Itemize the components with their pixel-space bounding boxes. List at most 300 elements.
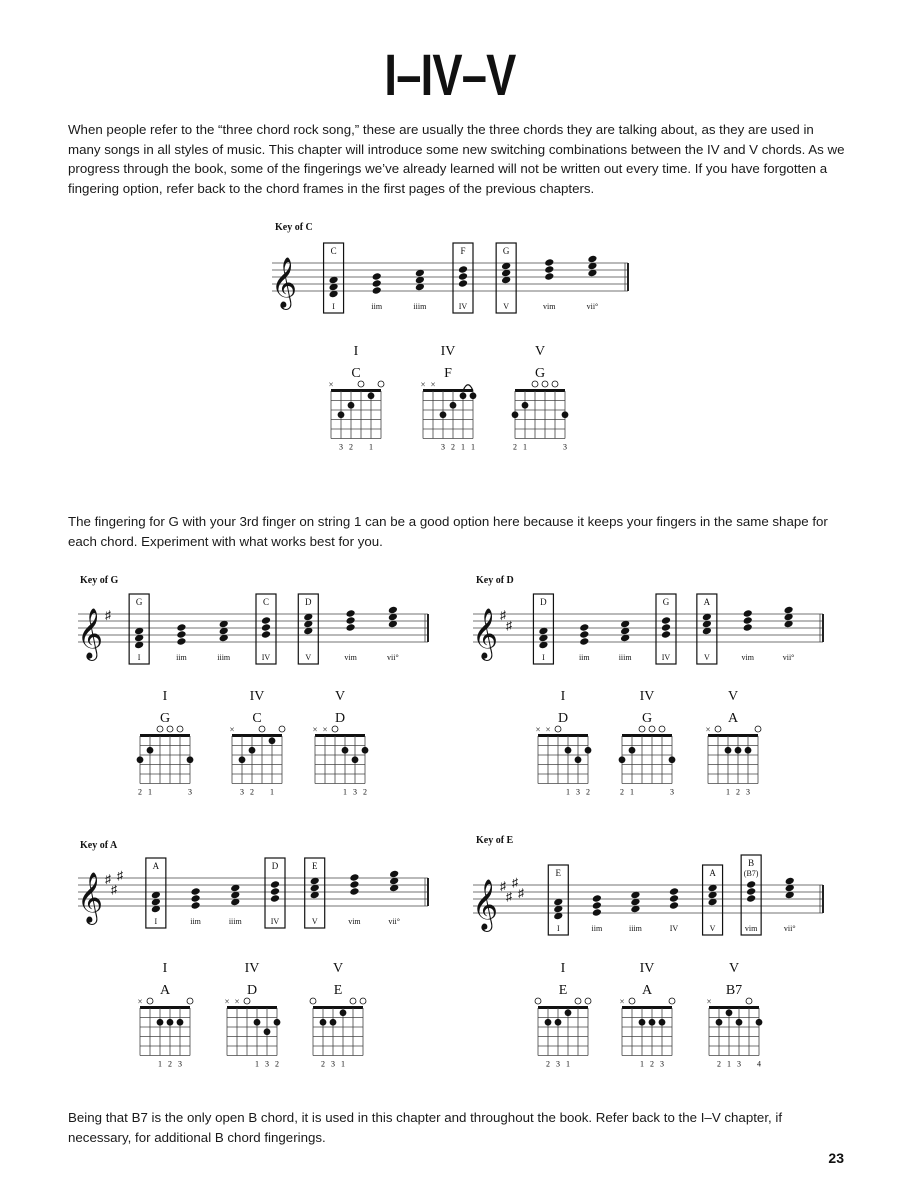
chord-diagram-G [512, 344, 569, 452]
key-e-example [472, 835, 823, 1069]
chord-name: G [641, 711, 653, 726]
chord-name: D [334, 711, 346, 726]
finger-dot [147, 747, 154, 754]
finger-dot [137, 756, 144, 763]
finger-dot [254, 1019, 261, 1026]
note-head [176, 623, 186, 632]
note-head [544, 258, 554, 267]
finger-number: 3 [178, 1059, 182, 1069]
chord-function: V [334, 689, 346, 704]
note-head [746, 894, 756, 903]
finger-number: 3 [746, 787, 750, 797]
finger-dot [177, 1019, 184, 1026]
note-head [579, 623, 589, 632]
chord-box-name: E [311, 861, 318, 871]
finger-number: 1 [640, 1059, 644, 1069]
muted-string-icon: × [420, 379, 426, 390]
note-head [191, 901, 201, 910]
open-string-icon [532, 381, 538, 387]
finger-number: 1 [566, 1059, 570, 1069]
note-head [372, 286, 382, 295]
finger-number: 3 [265, 1059, 269, 1069]
open-string-icon [167, 726, 173, 732]
finger-number: 3 [188, 787, 192, 797]
chord-name: F [444, 366, 452, 381]
finger-number: 3 [670, 787, 674, 797]
chord-nut [232, 734, 282, 737]
open-string-icon [177, 726, 183, 732]
key-label: Key of A [80, 840, 118, 851]
note-head [743, 623, 753, 632]
open-string-icon [244, 998, 250, 1004]
finger-dot [239, 756, 246, 763]
roman-numeral: IV [261, 653, 271, 662]
chord-function: V [727, 689, 739, 704]
open-string-icon [555, 726, 561, 732]
chord-nut [709, 1006, 759, 1009]
open-string-icon [535, 998, 541, 1004]
chord-diagram-E [310, 961, 366, 1069]
chord-box-name: E [555, 868, 562, 878]
finger-number: 2 [650, 1059, 654, 1069]
finger-dot [736, 1019, 743, 1026]
sharp-icon: ♯ [512, 875, 518, 890]
open-string-icon [259, 726, 265, 732]
chord-nut [313, 1006, 363, 1009]
chord-box-name: G [135, 597, 143, 607]
sharp-icon: ♯ [105, 872, 111, 886]
open-string-icon [746, 998, 752, 1004]
finger-dot [352, 756, 359, 763]
note-head [458, 265, 468, 274]
finger-number: 1 [158, 1059, 162, 1069]
open-string-icon [378, 381, 384, 387]
chord-function: I [560, 689, 566, 704]
key-d-example [472, 575, 823, 797]
muted-string-icon: × [229, 724, 235, 735]
chord-name: A [641, 983, 653, 998]
intro-paragraph: When people refer to the “three chord rock song,” these are usually the three chords they are talking about, as they are used in many songs in all styles of music. This chapter will introduce some new switching combinations between the IV and V chords. As we progress through the book, some of the fingerings we’ve already learned will not be written out every time. If you have forgotten a fingering option, refer back to the chord frames in the first pages of the previous chapters. [68, 122, 845, 196]
key-g-example [77, 575, 428, 797]
treble-clef-icon: 𝄞 [471, 880, 499, 929]
finger-dot [555, 1019, 562, 1026]
roman-numeral: V [703, 653, 710, 662]
chord-box-name: B [748, 858, 755, 868]
treble-clef-icon: 𝄞 [76, 609, 104, 658]
note-head [458, 279, 468, 288]
chord-name: C [351, 366, 361, 381]
chord-diagram-F [420, 344, 476, 452]
finger-number: 1 [523, 442, 527, 452]
sharp-icon: ♯ [500, 608, 506, 622]
finger-dot [649, 1019, 656, 1026]
open-string-icon [358, 381, 364, 387]
chord-diagram-A [137, 961, 193, 1069]
note-head [592, 908, 602, 917]
roman-numeral: IV [270, 917, 280, 926]
roman-numeral: iim [371, 302, 383, 311]
finger-number: 2 [321, 1059, 325, 1069]
chord-name: D [246, 983, 258, 998]
finger-number: 2 [138, 787, 142, 797]
finger-dot [639, 1019, 646, 1026]
finger-dot [735, 747, 742, 754]
finger-dot [338, 411, 345, 418]
chord-function: I [162, 961, 168, 976]
note-head [270, 894, 280, 903]
note-head [346, 616, 356, 625]
finger-number: 2 [451, 442, 455, 452]
roman-numeral: I [556, 924, 560, 933]
finger-dot [340, 1009, 347, 1016]
finger-number: 2 [513, 442, 517, 452]
footer-paragraph: Being that B7 is the only open B chord, it is used in this chapter and throughout the book. Refer back to the I–V chapter, if necessary, for additional B chord fingerings. [68, 1110, 783, 1145]
roman-numeral: iiim [217, 653, 231, 662]
finger-dot [460, 392, 467, 399]
finger-number: 1 [727, 1059, 731, 1069]
treble-clef-icon: 𝄞 [270, 258, 298, 307]
chord-diagram-C [328, 344, 384, 452]
note-head [746, 887, 756, 896]
finger-dot [545, 1019, 552, 1026]
finger-number: 2 [349, 442, 353, 452]
chord-function: V [728, 961, 740, 976]
finger-number: 3 [563, 442, 567, 452]
chord-box-name: G [502, 246, 510, 256]
note-head [458, 272, 468, 281]
note-head [261, 630, 271, 639]
chord-box-name: F [460, 246, 466, 256]
finger-number: 1 [369, 442, 373, 452]
note-head [349, 880, 359, 889]
chord-function: I [162, 689, 168, 704]
open-string-icon [659, 726, 665, 732]
note-head [784, 606, 794, 615]
muted-string-icon: × [619, 996, 625, 1007]
note-head [261, 623, 271, 632]
open-string-icon [350, 998, 356, 1004]
sharp-icon: ♯ [111, 882, 117, 897]
note-head [661, 630, 671, 639]
note-head [372, 279, 382, 288]
finger-dot [745, 747, 752, 754]
note-head [388, 606, 398, 615]
finger-dot [362, 747, 369, 754]
roman-numeral: iiim [228, 917, 242, 926]
note-head [592, 901, 602, 910]
finger-dot [274, 1019, 281, 1026]
treble-clef-icon: 𝄞 [76, 873, 104, 922]
note-head [176, 637, 186, 646]
finger-number: 3 [339, 442, 343, 452]
chord-nut [622, 1006, 672, 1009]
chord-diagram-C [229, 689, 285, 797]
chord-diagram-E [535, 961, 591, 1069]
finger-number: 2 [586, 787, 590, 797]
key-label: Key of C [275, 222, 313, 233]
note-head [579, 637, 589, 646]
note-head [544, 265, 554, 274]
open-string-icon [310, 998, 316, 1004]
chord-name: G [159, 711, 171, 726]
chord-function: V [534, 344, 546, 359]
key-c-example [271, 222, 628, 452]
chord-function: IV [244, 961, 260, 976]
chord-function: I [353, 344, 359, 359]
finger-dot [575, 756, 582, 763]
chord-box-name: G [662, 597, 670, 607]
open-string-icon [157, 726, 163, 732]
muted-string-icon: × [705, 724, 711, 735]
sharp-icon: ♯ [500, 879, 506, 893]
finger-dot [512, 411, 519, 418]
chord-function: V [332, 961, 344, 976]
note-head [349, 887, 359, 896]
roman-numeral: iiim [413, 302, 427, 311]
roman-numeral: IV [661, 653, 671, 662]
finger-number: 1 [343, 787, 347, 797]
finger-dot [269, 737, 276, 744]
finger-number: 1 [341, 1059, 345, 1069]
note-head [270, 887, 280, 896]
note-head [746, 880, 756, 889]
roman-numeral: I [137, 653, 141, 662]
roman-numeral: vim [741, 653, 754, 662]
roman-numeral: iim [190, 917, 201, 926]
roman-numeral: iim [591, 924, 603, 933]
chord-box-name: A [709, 868, 716, 878]
muted-string-icon: × [322, 724, 328, 735]
roman-numeral: vim [744, 924, 758, 933]
chord-name: E [333, 983, 343, 998]
finger-number: 3 [737, 1059, 741, 1069]
chord-nut [622, 734, 672, 737]
note-head [785, 877, 795, 886]
chord-name: B7 [725, 983, 743, 998]
finger-dot [659, 1019, 666, 1026]
key-label: Key of G [80, 575, 119, 586]
middle-paragraph: The fingering for G with your 3rd finger on string 1 can be a good option here because it keeps your fingers in the same shape for each chord. Experiment with what works best for you. [68, 514, 828, 549]
finger-dot [320, 1019, 327, 1026]
chord-name: D [557, 711, 569, 726]
roman-numeral: vii° [783, 924, 796, 933]
sharp-icon: ♯ [506, 618, 512, 633]
note-head [270, 880, 280, 889]
open-string-icon [715, 726, 721, 732]
chord-box-name: C [330, 246, 337, 256]
chord-diagram-B7 [706, 961, 762, 1069]
muted-string-icon: × [328, 379, 334, 390]
roman-numeral: vii° [586, 302, 599, 311]
chord-function: IV [249, 689, 265, 704]
note-head [261, 616, 271, 625]
roman-numeral: vim [543, 302, 556, 311]
chord-function: IV [440, 344, 456, 359]
finger-dot [716, 1019, 723, 1026]
open-string-icon [639, 726, 645, 732]
sharp-icon: ♯ [506, 889, 512, 904]
chord-box-name: A [703, 597, 711, 607]
finger-number: 2 [168, 1059, 172, 1069]
chord-name: E [558, 983, 568, 998]
muted-string-icon: × [535, 724, 541, 735]
note-head [346, 623, 356, 632]
roman-numeral: iim [578, 653, 590, 662]
roman-numeral: iim [176, 653, 187, 662]
open-string-icon [669, 998, 675, 1004]
finger-number: 1 [471, 442, 475, 452]
key-a-example [77, 840, 428, 1069]
finger-dot [565, 747, 572, 754]
note-head [346, 609, 356, 618]
muted-string-icon: × [430, 379, 436, 390]
finger-number: 2 [620, 787, 624, 797]
sharp-icon: ♯ [117, 868, 123, 883]
finger-dot [565, 1009, 572, 1016]
roman-numeral: vim [348, 917, 361, 926]
finger-dot [440, 411, 447, 418]
muted-string-icon: × [137, 996, 143, 1007]
note-head [743, 609, 753, 618]
finger-number: 3 [353, 787, 357, 797]
chord-nut [331, 389, 381, 392]
chord-nut [538, 1006, 588, 1009]
chord-diagram-D [224, 961, 280, 1069]
open-string-icon [575, 998, 581, 1004]
note-head [592, 894, 602, 903]
chord-name: G [534, 366, 546, 381]
roman-numeral: I [154, 917, 158, 926]
roman-numeral: IV [669, 924, 679, 933]
finger-dot [264, 1028, 271, 1035]
chord-name: A [727, 711, 739, 726]
finger-number: 1 [255, 1059, 259, 1069]
roman-numeral: V [305, 653, 312, 662]
muted-string-icon: × [706, 996, 712, 1007]
chord-nut [515, 389, 565, 392]
finger-number: 2 [363, 787, 367, 797]
note-head [661, 623, 671, 632]
chord-diagram-A [619, 961, 675, 1069]
chord-name: C [252, 711, 262, 726]
note-head [544, 272, 554, 281]
open-string-icon [755, 726, 761, 732]
roman-numeral: I [542, 653, 545, 662]
treble-clef-icon: 𝄞 [471, 609, 499, 658]
page-number: 23 [828, 1150, 844, 1166]
chord-nut [140, 734, 190, 737]
finger-number: 2 [275, 1059, 279, 1069]
finger-dot [669, 756, 676, 763]
chord-diagram-G [619, 689, 676, 797]
chord-diagram-A [705, 689, 761, 797]
finger-number: 3 [576, 787, 580, 797]
finger-number: 1 [726, 787, 730, 797]
finger-number: 3 [556, 1059, 560, 1069]
roman-numeral: V [503, 302, 510, 311]
page-title: I–IV–V [384, 43, 516, 108]
roman-numeral: iiim [618, 653, 632, 662]
finger-dot [187, 756, 194, 763]
note-head [669, 894, 679, 903]
key-label: Key of E [476, 835, 514, 846]
finger-dot [330, 1019, 337, 1026]
note-head [669, 887, 679, 896]
finger-number: 3 [441, 442, 445, 452]
finger-dot [368, 392, 375, 399]
roman-numeral: V [709, 924, 716, 933]
finger-dot [348, 402, 355, 409]
chord-box-name: D [540, 597, 547, 607]
note-head [661, 616, 671, 625]
finger-dot [629, 747, 636, 754]
finger-dot [470, 392, 477, 399]
chord-diagram-G [137, 689, 194, 797]
chord-box-name: D [305, 597, 312, 607]
finger-number: 1 [630, 787, 634, 797]
finger-number: 1 [566, 787, 570, 797]
note-head [579, 630, 589, 639]
finger-dot [756, 1019, 763, 1026]
chord-box-name: C [262, 597, 270, 607]
muted-string-icon: × [224, 996, 230, 1007]
finger-dot [619, 756, 626, 763]
chord-box-name: A [152, 861, 160, 871]
chord-name: A [159, 983, 171, 998]
finger-dot [157, 1019, 164, 1026]
open-string-icon [360, 998, 366, 1004]
finger-number: 1 [148, 787, 152, 797]
finger-dot [562, 411, 569, 418]
note-head [191, 894, 201, 903]
chord-diagram-D [312, 689, 368, 797]
roman-numeral: IV [458, 302, 468, 311]
roman-numeral: I [332, 302, 335, 311]
finger-number: 4 [757, 1059, 761, 1069]
finger-number: 2 [250, 787, 254, 797]
roman-numeral: vii° [388, 917, 400, 926]
note-head [372, 272, 382, 281]
chord-box-name: D [271, 861, 279, 871]
finger-dot [342, 747, 349, 754]
finger-number: 2 [717, 1059, 721, 1069]
open-string-icon [649, 726, 655, 732]
note-head [743, 616, 753, 625]
finger-number: 3 [240, 787, 244, 797]
open-string-icon [332, 726, 338, 732]
note-head [349, 873, 359, 882]
open-string-icon [147, 998, 153, 1004]
muted-string-icon: × [312, 724, 318, 735]
note-head [389, 870, 399, 879]
open-string-icon [187, 998, 193, 1004]
finger-dot [522, 402, 529, 409]
roman-numeral: iiim [628, 924, 642, 933]
finger-dot [450, 402, 457, 409]
muted-string-icon: × [234, 996, 240, 1007]
chord-function: IV [639, 689, 655, 704]
chord-nut [708, 734, 758, 737]
chord-nut [140, 1006, 190, 1009]
open-string-icon [542, 381, 548, 387]
note-head [176, 630, 186, 639]
finger-number: 1 [270, 787, 274, 797]
finger-number: 3 [660, 1059, 664, 1069]
muted-string-icon: × [545, 724, 551, 735]
chord-diagram-D [535, 689, 591, 797]
key-label: Key of D [476, 575, 514, 586]
open-string-icon [585, 998, 591, 1004]
